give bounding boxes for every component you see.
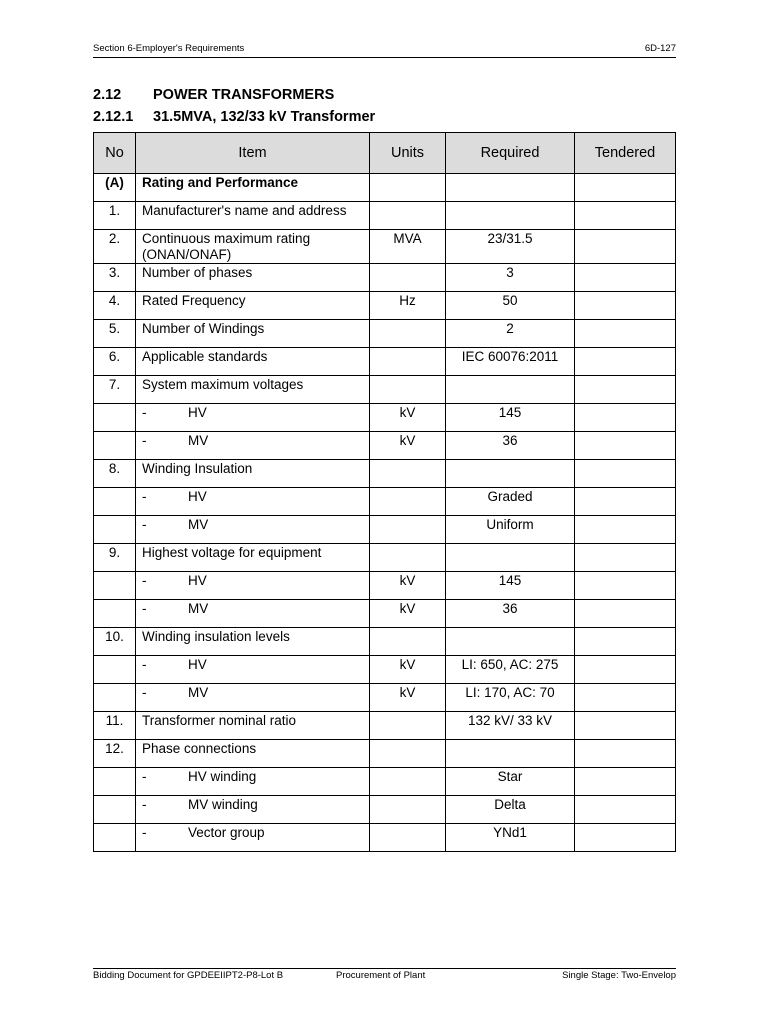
cell-required: 36	[446, 600, 575, 628]
header-section-title: Section 6-Employer's Requirements	[93, 43, 245, 54]
cell-item	[136, 824, 370, 852]
col-header-tendered: Tendered	[575, 133, 676, 174]
page-header	[93, 43, 676, 58]
table-body	[94, 174, 676, 852]
cell-tendered[interactable]	[575, 376, 676, 404]
item-text: Highest voltage for equipment	[142, 545, 322, 560]
cell-no: 10.	[94, 628, 136, 656]
item-text: HV	[188, 573, 207, 588]
item-text: Number of Windings	[142, 321, 265, 336]
table-row	[94, 656, 676, 684]
col-header-units: Units	[370, 133, 446, 174]
col-header-no: No	[94, 133, 136, 174]
cell-required	[446, 202, 575, 230]
sub-item-dash: -	[142, 685, 147, 700]
item-text: System maximum voltages	[142, 377, 304, 392]
table-row	[94, 824, 676, 852]
cell-no	[94, 656, 136, 684]
cell-no	[94, 432, 136, 460]
cell-item	[136, 712, 370, 740]
table-row	[94, 712, 676, 740]
cell-item	[136, 628, 370, 656]
item-text: MV	[188, 433, 209, 448]
cell-units: kV	[370, 432, 446, 460]
col-header-item: Item	[136, 133, 370, 174]
cell-no: 7.	[94, 376, 136, 404]
item-text: Vector group	[188, 825, 265, 840]
sub-item-dash: -	[142, 517, 147, 532]
item-text: Applicable standards	[142, 349, 268, 364]
cell-required: LI: 170, AC: 70	[446, 684, 575, 712]
cell-item	[136, 684, 370, 712]
cell-no: 6.	[94, 348, 136, 376]
cell-required: Star	[446, 768, 575, 796]
cell-tendered[interactable]	[575, 628, 676, 656]
subsection-number: 2.12.1	[93, 109, 134, 125]
cell-required: Delta	[446, 796, 575, 824]
footer-procurement: Procurement of Plant	[336, 970, 426, 981]
cell-tendered[interactable]	[575, 320, 676, 348]
cell-units: kV	[370, 684, 446, 712]
cell-required	[446, 740, 575, 768]
table-row	[94, 202, 676, 230]
footer-stage: Single Stage: Two-Envelop	[562, 970, 676, 981]
cell-required: 145	[446, 404, 575, 432]
cell-tendered[interactable]	[575, 544, 676, 572]
cell-item	[136, 460, 370, 488]
cell-item	[136, 516, 370, 544]
item-text: MV winding	[188, 797, 258, 812]
cell-units	[370, 376, 446, 404]
cell-no: 12.	[94, 740, 136, 768]
cell-item	[136, 432, 370, 460]
cell-tendered[interactable]	[575, 460, 676, 488]
cell-no	[94, 572, 136, 600]
cell-required: Graded	[446, 488, 575, 516]
cell-item	[136, 264, 370, 292]
cell-required: 50	[446, 292, 575, 320]
cell-required: 23/31.5	[446, 230, 575, 264]
cell-units	[370, 174, 446, 202]
cell-units: kV	[370, 600, 446, 628]
subsection-title: 31.5MVA, 132/33 kV Transformer	[153, 109, 376, 125]
cell-no: 11.	[94, 712, 136, 740]
cell-tendered[interactable]	[575, 488, 676, 516]
cell-tendered[interactable]	[575, 404, 676, 432]
item-text: HV winding	[188, 769, 257, 784]
table-row	[94, 404, 676, 432]
cell-tendered[interactable]	[575, 202, 676, 230]
table-row	[94, 230, 676, 264]
cell-no: (A)	[94, 174, 136, 202]
item-text: HV	[188, 657, 207, 672]
cell-units: kV	[370, 656, 446, 684]
cell-no: 1.	[94, 202, 136, 230]
cell-tendered[interactable]	[575, 656, 676, 684]
cell-tendered[interactable]	[575, 796, 676, 824]
cell-required	[446, 460, 575, 488]
item-text: HV	[188, 405, 207, 420]
cell-item	[136, 174, 370, 202]
cell-tendered[interactable]	[575, 768, 676, 796]
item-text: MV	[188, 601, 209, 616]
cell-no	[94, 824, 136, 852]
item-text: Continuous maximum rating (ONAN/ONAF)	[142, 231, 311, 262]
cell-no: 3.	[94, 264, 136, 292]
cell-tendered[interactable]	[575, 684, 676, 712]
cell-item	[136, 768, 370, 796]
cell-no	[94, 684, 136, 712]
section-number: 2.12	[93, 87, 122, 103]
cell-units: Hz	[370, 292, 446, 320]
cell-required: YNd1	[446, 824, 575, 852]
cell-item	[136, 740, 370, 768]
cell-no	[94, 488, 136, 516]
cell-units: kV	[370, 572, 446, 600]
item-text: HV	[188, 489, 207, 504]
table-row	[94, 174, 676, 202]
table-row	[94, 600, 676, 628]
item-text: Phase connections	[142, 741, 257, 756]
item-text: Rated Frequency	[142, 293, 246, 308]
cell-required: 145	[446, 572, 575, 600]
cell-tendered[interactable]	[575, 572, 676, 600]
item-text: Transformer nominal ratio	[142, 713, 297, 728]
table-row	[94, 488, 676, 516]
cell-units	[370, 264, 446, 292]
cell-units	[370, 712, 446, 740]
cell-units: MVA	[370, 230, 446, 264]
table-row	[94, 264, 676, 292]
table-row	[94, 796, 676, 824]
table-row	[94, 348, 676, 376]
sub-item-dash: -	[142, 797, 147, 812]
cell-units	[370, 628, 446, 656]
sub-item-dash: -	[142, 489, 147, 504]
item-text: Winding Insulation	[142, 461, 253, 476]
table-row	[94, 628, 676, 656]
section-title: POWER TRANSFORMERS	[153, 87, 335, 103]
cell-units	[370, 488, 446, 516]
sub-item-dash: -	[142, 405, 147, 420]
cell-item	[136, 348, 370, 376]
table-row	[94, 768, 676, 796]
cell-tendered[interactable]	[575, 174, 676, 202]
sub-item-dash: -	[142, 657, 147, 672]
cell-item	[136, 656, 370, 684]
sub-item-dash: -	[142, 573, 147, 588]
table-header-row	[94, 133, 676, 174]
item-text: MV	[188, 517, 209, 532]
cell-no: 2.	[94, 230, 136, 264]
table-row	[94, 740, 676, 768]
table-row	[94, 544, 676, 572]
item-text: Winding insulation levels	[142, 629, 290, 644]
cell-units	[370, 796, 446, 824]
table-row	[94, 516, 676, 544]
col-header-required: Required	[446, 133, 575, 174]
cell-required	[446, 544, 575, 572]
cell-item	[136, 292, 370, 320]
cell-item	[136, 544, 370, 572]
cell-required: LI: 650, AC: 275	[446, 656, 575, 684]
item-text: Manufacturer's name and address	[142, 203, 347, 218]
cell-tendered[interactable]	[575, 432, 676, 460]
cell-tendered[interactable]	[575, 230, 676, 264]
cell-tendered[interactable]	[575, 264, 676, 292]
cell-units	[370, 516, 446, 544]
table-row	[94, 572, 676, 600]
cell-required: Uniform	[446, 516, 575, 544]
cell-no	[94, 516, 136, 544]
sub-item-dash: -	[142, 769, 147, 784]
cell-no: 9.	[94, 544, 136, 572]
cell-item	[136, 230, 370, 264]
cell-tendered[interactable]	[575, 740, 676, 768]
cell-item	[136, 572, 370, 600]
cell-required: 36	[446, 432, 575, 460]
cell-no: 4.	[94, 292, 136, 320]
table-row	[94, 320, 676, 348]
cell-item	[136, 404, 370, 432]
table-row	[94, 460, 676, 488]
cell-required: IEC 60076:2011	[446, 348, 575, 376]
cell-tendered[interactable]	[575, 348, 676, 376]
page-footer	[93, 968, 676, 983]
spec-table	[93, 132, 676, 852]
cell-item	[136, 488, 370, 516]
cell-required	[446, 628, 575, 656]
cell-units	[370, 320, 446, 348]
cell-required	[446, 174, 575, 202]
cell-item	[136, 796, 370, 824]
item-text: Number of phases	[142, 265, 253, 280]
cell-required	[446, 376, 575, 404]
cell-item	[136, 600, 370, 628]
cell-units	[370, 460, 446, 488]
cell-no	[94, 404, 136, 432]
table-row	[94, 376, 676, 404]
cell-no	[94, 600, 136, 628]
cell-tendered[interactable]	[575, 712, 676, 740]
footer-document-name: Bidding Document for GPDEEIIPT2-P8-Lot B	[93, 970, 284, 981]
sub-item-dash: -	[142, 601, 147, 616]
item-text: Rating and Performance	[142, 175, 299, 190]
cell-units	[370, 544, 446, 572]
sub-item-dash: -	[142, 825, 147, 840]
table-row	[94, 292, 676, 320]
table-row	[94, 684, 676, 712]
cell-no: 5.	[94, 320, 136, 348]
cell-units: kV	[370, 404, 446, 432]
sub-item-dash: -	[142, 433, 147, 448]
cell-tendered[interactable]	[575, 292, 676, 320]
cell-required: 132 kV/ 33 kV	[446, 712, 575, 740]
cell-no	[94, 796, 136, 824]
cell-tendered[interactable]	[575, 516, 676, 544]
cell-item	[136, 202, 370, 230]
header-page-number: 6D-127	[644, 43, 676, 54]
cell-item	[136, 376, 370, 404]
cell-units	[370, 768, 446, 796]
cell-no: 8.	[94, 460, 136, 488]
cell-item	[136, 320, 370, 348]
table-row	[94, 432, 676, 460]
cell-units	[370, 348, 446, 376]
cell-units	[370, 740, 446, 768]
cell-no	[94, 768, 136, 796]
cell-required: 3	[446, 264, 575, 292]
item-text: MV	[188, 685, 209, 700]
cell-units	[370, 202, 446, 230]
cell-units	[370, 824, 446, 852]
cell-tendered[interactable]	[575, 824, 676, 852]
cell-tendered[interactable]	[575, 600, 676, 628]
cell-required: 2	[446, 320, 575, 348]
